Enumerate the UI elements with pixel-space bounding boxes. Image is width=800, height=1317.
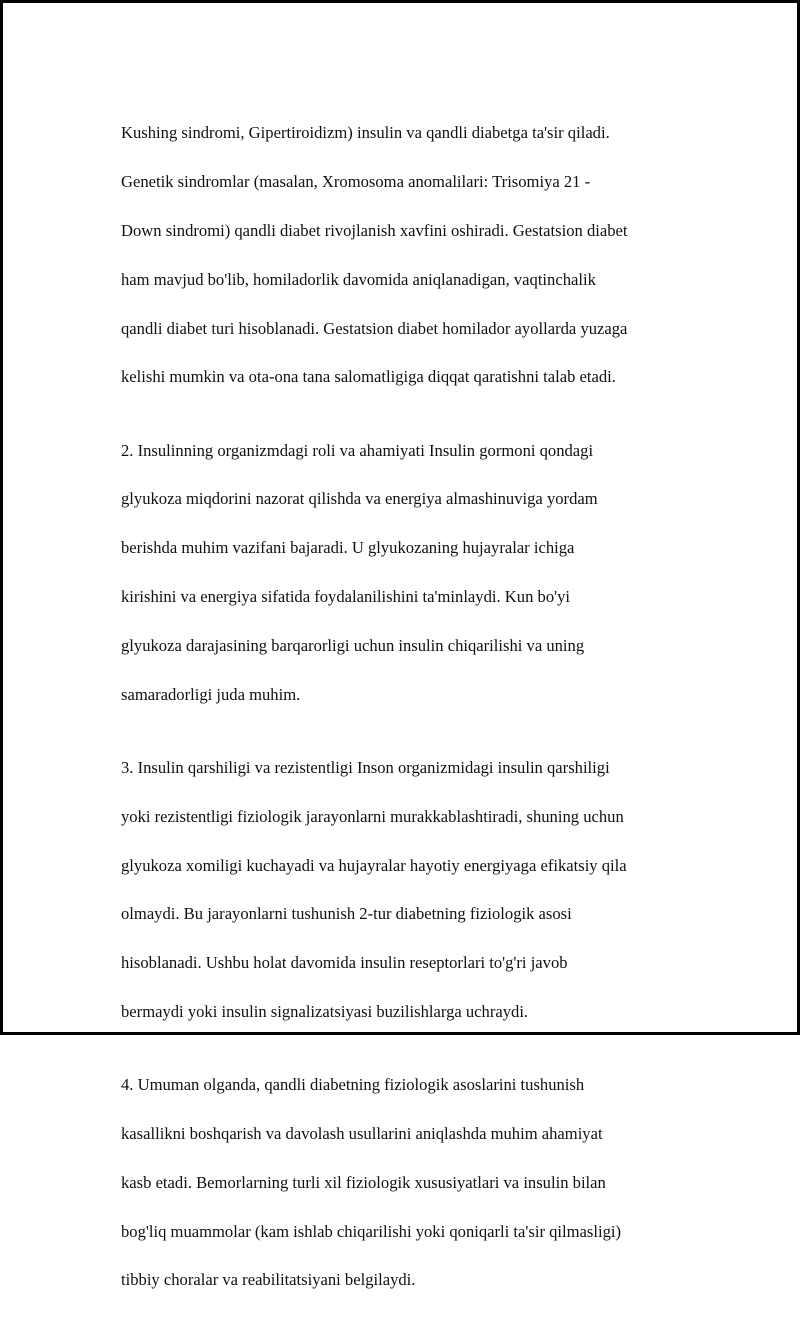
- text-line: Down sindromi) qandli diabet rivojlanish xavfini oshiradi. Gestatsion diabet: [121, 221, 628, 241]
- text-line: kirishini va energiya sifatida foydalanilishini ta'minlaydi. Kun bo'yi: [121, 587, 571, 607]
- document-body: [121, 97, 691, 1317]
- text-line: tibbiy choralar va reabilitatsiyani belgilaydi.: [121, 1270, 416, 1290]
- text-line: olmaydi. Bu jarayonlarni tushunish 2-tur diabetning fiziologik asosi: [121, 904, 572, 924]
- text-line: glyukoza darajasining barqarorligi uchun insulin chiqarilishi va uning: [121, 635, 585, 655]
- paragraph-conclusion: [121, 1049, 691, 1293]
- text-line: bermaydi yoki insulin signalizatsiyasi buzilishlarga uchraydi.: [121, 1002, 529, 1021]
- text-line: 3. Insulin qarshiligi va rezistentligi Inson organizmidagi insulin qarshiligi: [121, 757, 610, 777]
- text-line: Genetik sindromlar (masalan, Xromosoma anomalilari: Trisomiya 21 -: [121, 172, 591, 192]
- text-line: berishda muhim vazifani bajaradi. U glyukozaning hujayralar ichiga: [121, 538, 575, 558]
- text-line: bog'liq muammolar (kam ishlab chiqarilishi yoki qoniqarli ta'sir qilmasligi): [121, 1221, 622, 1241]
- paragraph-intro: [121, 97, 691, 390]
- text-line: glyukoza xomiligi kuchayadi va hujayralar hayotiy energiyaga efikatsiy qila: [121, 855, 627, 875]
- text-line: kasb etadi. Bemorlarning turli xil fiziologik xususiyatlari va insulin bilan: [121, 1172, 606, 1192]
- paragraph-insulin-resistance: [121, 732, 691, 1025]
- text-line: 2. Insulinning organizmdagi roli va ahamiyati Insulin gormoni qondagi: [121, 440, 594, 460]
- text-line: 4. Umuman olganda, qandli diabetning fiziologik asoslarini tushunish: [121, 1075, 585, 1095]
- paragraph-insulin-role: [121, 414, 691, 707]
- text-line: hisoblanadi. Ushbu holat davomida insulin reseptorlari to'g'ri javob: [121, 953, 568, 973]
- text-line: yoki rezistentligi fiziologik jarayonlarni murakkablashtiradi, shuning uchun: [121, 806, 624, 826]
- text-line: qandli diabet turi hisoblanadi. Gestatsion diabet homilador ayollarda yuzaga: [121, 318, 628, 338]
- text-line: samaradorligi juda muhim.: [121, 684, 301, 704]
- text-line: kasallikni boshqarish va davolash usullarini aniqlashda muhim ahamiyat: [121, 1124, 603, 1144]
- text-line: ham mavjud bo'lib, homiladorlik davomida aniqlanadigan, vaqtinchalik: [121, 269, 596, 289]
- text-line: glyukoza miqdorini nazorat qilishda va energiya almashinuviga yordam: [121, 489, 598, 509]
- text-line: Kushing sindromi, Gipertiroidizm) insulin va qandli diabetga ta'sir qiladi.: [121, 123, 610, 143]
- text-line: kelishi mumkin va ota-ona tana salomatligiga diqqat qaratishni talab etadi.: [121, 367, 616, 387]
